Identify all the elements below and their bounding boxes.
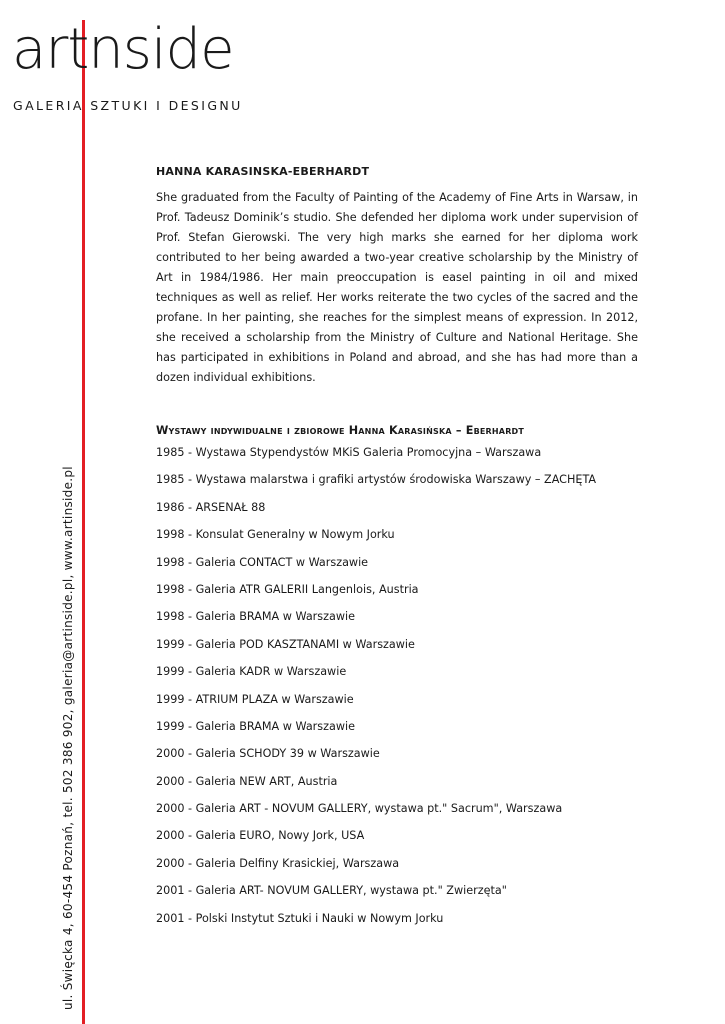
exhibition-item: 1998 - Konsulat Generalny w Nowym Jorku bbox=[156, 528, 395, 542]
exhibition-item: 1998 - Galeria CONTACT w Warszawie bbox=[156, 555, 369, 569]
exhibition-item: 1999 - Galeria KADR w Warszawie bbox=[156, 665, 347, 679]
exhibition-item: 1985 - Wystawa malarstwa i grafiki artystów środowiska Warszawy – ZACHĘTA bbox=[156, 473, 597, 487]
red-divider-line bbox=[82, 20, 85, 1024]
exhibition-item: 2001 - Polski Instytut Sztuki i Nauki w Nowym Jorku bbox=[156, 911, 444, 925]
exhibition-item: 2001 - Galeria ART- NOVUM GALLERY, wystawa pt." Zwierzęta" bbox=[156, 884, 507, 898]
artist-bio: She graduated from the Faculty of Painting of the Academy of Fine Arts in Warsaw, in Prof. Tadeusz Dominik’s studio. She defended her diploma work under supervision of Prof. Stefan Gierowski. The very high marks she earned for her diploma work contributed to her being awarded a two-year creative scholarship by the Ministry of Art in 1984/1986. Her main preoccupation is easel painting in oil and mixed techniques as well as relief. Her works reiterate the two cycles of the sacred and the profane. In her painting, she reaches for the simplest means of expression. In 2012, she received a scholarship from the Ministry of Culture and National Heritage. She has participated in exhibitions in Poland and abroad, and she has had more than a dozen individual exhibitions. bbox=[156, 191, 638, 384]
brand-logo bbox=[12, 17, 234, 82]
contact-info: ul. Święcka 4, 60-454 Poznań, tel. 502 386 902, galeria@artinside.pl, www.artinside.pl bbox=[61, 466, 75, 1010]
exhibition-item: 2000 - Galeria EURO, Nowy Jork, USA bbox=[156, 829, 365, 843]
exhibition-item: 1999 - Galeria BRAMA w Warszawie bbox=[156, 719, 355, 733]
exhibition-item: 1999 - Galeria POD KASZTANAMI w Warszawie bbox=[156, 637, 415, 651]
logo-text-inside: nside bbox=[88, 17, 234, 82]
logo-text-art: art bbox=[12, 17, 89, 82]
exhibition-item: 1986 - ARSENAŁ 88 bbox=[156, 500, 266, 514]
document-body bbox=[156, 165, 638, 938]
exhibition-item: 2000 - Galeria SCHODY 39 w Warszawie bbox=[156, 747, 380, 761]
exhibition-item: 1985 - Wystawa Stypendystów MKiS Galeria Promocyjna – Warszawa bbox=[156, 446, 542, 459]
exhibition-item: 2000 - Galeria ART - NOVUM GALLERY, wystawa pt." Sacrum", Warszawa bbox=[156, 802, 563, 816]
exhibitions-list bbox=[156, 445, 638, 927]
exhibition-item: 1999 - ATRIUM PLAZA w Warszawie bbox=[156, 692, 354, 706]
exhibition-item: 2000 - Galeria Delfiny Krasickiej, Warszawa bbox=[156, 856, 400, 870]
exhibition-item: 2000 - Galeria NEW ART, Austria bbox=[156, 774, 338, 788]
exhibitions-heading: Wystawy indywidualne i zbiorowe Hanna Karasińska – Eberhardt bbox=[156, 424, 525, 437]
brand-subtitle: GALERIA SZTUKI I DESIGNU bbox=[13, 98, 243, 113]
exhibition-item: 1998 - Galeria BRAMA w Warszawie bbox=[156, 610, 355, 624]
artist-name: HANNA KARASINSKA-EBERHARDT bbox=[156, 165, 370, 178]
exhibition-item: 1998 - Galeria ATR GALERII Langenlois, Austria bbox=[156, 582, 419, 596]
